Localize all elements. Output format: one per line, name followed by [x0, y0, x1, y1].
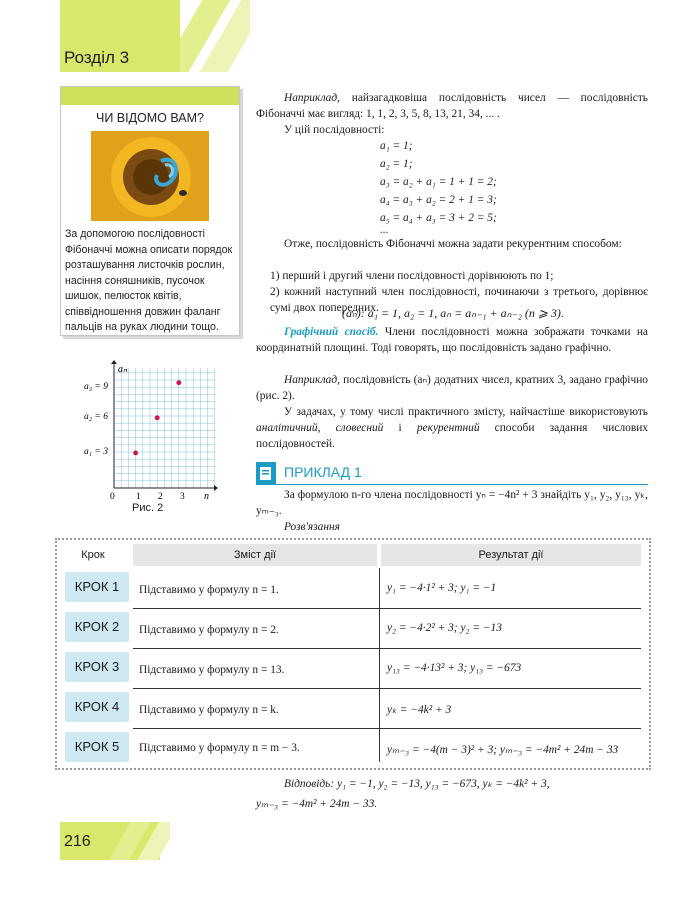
- row-divider: [133, 728, 641, 729]
- step-3-result: y₁₃ = −4·13² + 3; y₁₃ = −673: [387, 662, 522, 674]
- solution-label: Розв'язання: [284, 521, 340, 533]
- header-step: Крок: [81, 549, 105, 561]
- graphic-method-heading: Графічний спосіб.: [284, 326, 379, 338]
- answer-line-1: [284, 776, 648, 792]
- step-3-action: Підставимо у формулу n = 13.: [139, 664, 285, 676]
- row-divider: [133, 648, 641, 649]
- column-divider: [379, 568, 380, 762]
- method-verbal: словесний: [335, 422, 384, 434]
- step-4-action: Підставимо у формулу n = k.: [139, 704, 279, 716]
- paragraph-fibonacci-text: найзагадковіша послідовність чисел — послідовність Фібоначчі має вигляд: 1, 1, 2, 3, 5, 8, 13, 21, 34, ... .: [256, 92, 648, 120]
- step-4-tab: КРОК 4: [65, 692, 129, 722]
- paragraph-graphic-text: Члени послідовності можна зображати точками на координатній площині. Тоді говорять, що послідовність задано графічно.: [256, 326, 648, 354]
- x-label-1: 1: [136, 492, 141, 500]
- step-2-tab: КРОК 2: [65, 612, 129, 642]
- paragraph-in-sequence-text: У цій послідовності:: [284, 124, 385, 136]
- formula-1: a₁ = 1;: [380, 140, 413, 152]
- method-analytic: аналітичний: [256, 422, 318, 434]
- book-icon: [256, 462, 276, 484]
- step-4-result: yₖ = −4k² + 3: [387, 704, 452, 716]
- step-2-result: y₂ = −4·2² + 3; y₂ = −13: [387, 622, 502, 634]
- graph-point-1: [133, 451, 138, 456]
- step-3-tab: КРОК 3: [65, 652, 129, 682]
- y-axis-label: aₙ: [118, 364, 127, 375]
- step-1-action: Підставимо у формулу n = 1.: [139, 584, 279, 596]
- paragraph-methods: [256, 404, 648, 452]
- formula-ellipsis: ...: [380, 224, 389, 236]
- y-label-3: a₁ = 3: [84, 447, 108, 457]
- formula-2: a₂ = 1;: [380, 158, 413, 170]
- step-5-tab: КРОК 5: [65, 732, 129, 762]
- sidebox-text: За допомогою послідовності Фібоначчі можна описати порядок розташування листочків рослин, насіння соняшників, пусочок шишок, пелюсток квітів, співвідношення довжин фаланг пальців на руках людини тощо.: [65, 228, 233, 333]
- example-label: ПРИКЛАД 1: [284, 464, 362, 480]
- sequence-graph: [84, 360, 218, 500]
- graph-svg: [84, 360, 218, 500]
- list-item-2: 2) кожний наступний член послідовності, починаючи з третього, дорівнює сумі двох попередних.: [270, 286, 648, 314]
- footer-stripes: [110, 822, 170, 860]
- did-you-know-box: [60, 86, 240, 336]
- answer-label: Відповідь: [284, 778, 331, 790]
- figure-caption: Рис. 2: [132, 502, 164, 514]
- answer-line-2: yₘ₋₃ = −4m² + 24m − 33.: [256, 798, 378, 810]
- example-word: Наприклад,: [284, 92, 340, 104]
- example-word-2: Наприклад,: [284, 374, 340, 386]
- formula-5: a₅ = a₄ + a₃ = 3 + 2 = 5;: [380, 212, 497, 224]
- paragraph-recursive-text: Отже, послідовність Фібоначчі можна задати рекурентним способом:: [284, 238, 622, 250]
- example-task-text: За формулою n-го члена послідовності yₙ = −4n² + 3 знайдіть y₁, y₂, y₁₃, yₖ, yₘ₋₃.: [256, 489, 648, 517]
- example-task: [256, 487, 648, 519]
- y-label-9: a₃ = 9: [84, 382, 108, 392]
- graph-point-3: [176, 380, 181, 385]
- sidebox-top-band: [61, 87, 239, 105]
- y-label-6: a₂ = 6: [84, 412, 108, 422]
- graph-point-2: [155, 415, 160, 420]
- sunflower-image: [91, 131, 209, 221]
- formula-3: a₃ = a₂ + a₁ = 1 + 1 = 2;: [380, 176, 497, 188]
- methods-text-e: і: [383, 422, 417, 434]
- x-label-2: 2: [158, 492, 163, 500]
- methods-text-c: ,: [317, 422, 336, 434]
- step-5-action: Підставимо у формулу n = m − 3.: [139, 742, 300, 754]
- methods-text-g: способи задання числових послідовностей.: [256, 422, 648, 450]
- step-2-action: Підставимо у формулу n = 2.: [139, 624, 279, 636]
- list-item-1: 1) перший і другий члени послідовності дорівнюють по 1;: [270, 270, 554, 282]
- paragraph-example-graph-text: послідовність (aₙ) додатних чисел, кратних 3, задано графічно (рис. 2).: [256, 374, 648, 402]
- example-divider: [256, 484, 648, 485]
- step-1-result: y₁ = −4·1² + 3; y₁ = −1: [387, 582, 497, 594]
- recursive-formula: (aₙ): a₁ = 1, a₂ = 1, aₙ = aₙ₋₁ + aₙ₋₂ (n ⩾ 3).: [342, 306, 564, 320]
- formula-4: a₄ = a₃ + a₂ = 2 + 1 = 3;: [380, 194, 497, 206]
- x-axis-label: n: [204, 491, 209, 500]
- header-action: Зміст дії: [133, 544, 377, 566]
- x-label-3: 3: [180, 492, 185, 500]
- solution-table: [55, 538, 651, 770]
- sidebox-title: ЧИ ВІДОМО ВАМ?: [95, 111, 205, 125]
- paragraph-fibonacci: [256, 90, 648, 122]
- x-label-0: 0: [110, 492, 115, 500]
- answer-line-1-text: : y₁ = −1, y₂ = −13, y₁₃ = −673, yₖ = −4k² + 3,: [330, 778, 550, 790]
- header-result: Результат дії: [381, 544, 641, 566]
- step-1-tab: КРОК 1: [65, 572, 129, 602]
- paragraph-recursive: [256, 236, 648, 252]
- row-divider: [133, 688, 641, 689]
- paragraph-graphic: [256, 324, 648, 356]
- methods-text-a: У задачах, у тому числі практичного змісту, найчастіше використовують: [284, 406, 648, 418]
- step-5-result: yₘ₋₃ = −4(m − 3)² + 3; yₘ₋₃ = −4m² + 24m − 33: [387, 744, 619, 756]
- paragraph-example-graph: [256, 372, 648, 404]
- header-stripes: [180, 0, 250, 72]
- section-title: Розділ 3: [64, 48, 130, 67]
- row-divider: [133, 608, 641, 609]
- method-recursive: рекурентний: [416, 422, 480, 434]
- page-number: 216: [64, 833, 91, 850]
- paragraph-in-sequence: [256, 122, 648, 138]
